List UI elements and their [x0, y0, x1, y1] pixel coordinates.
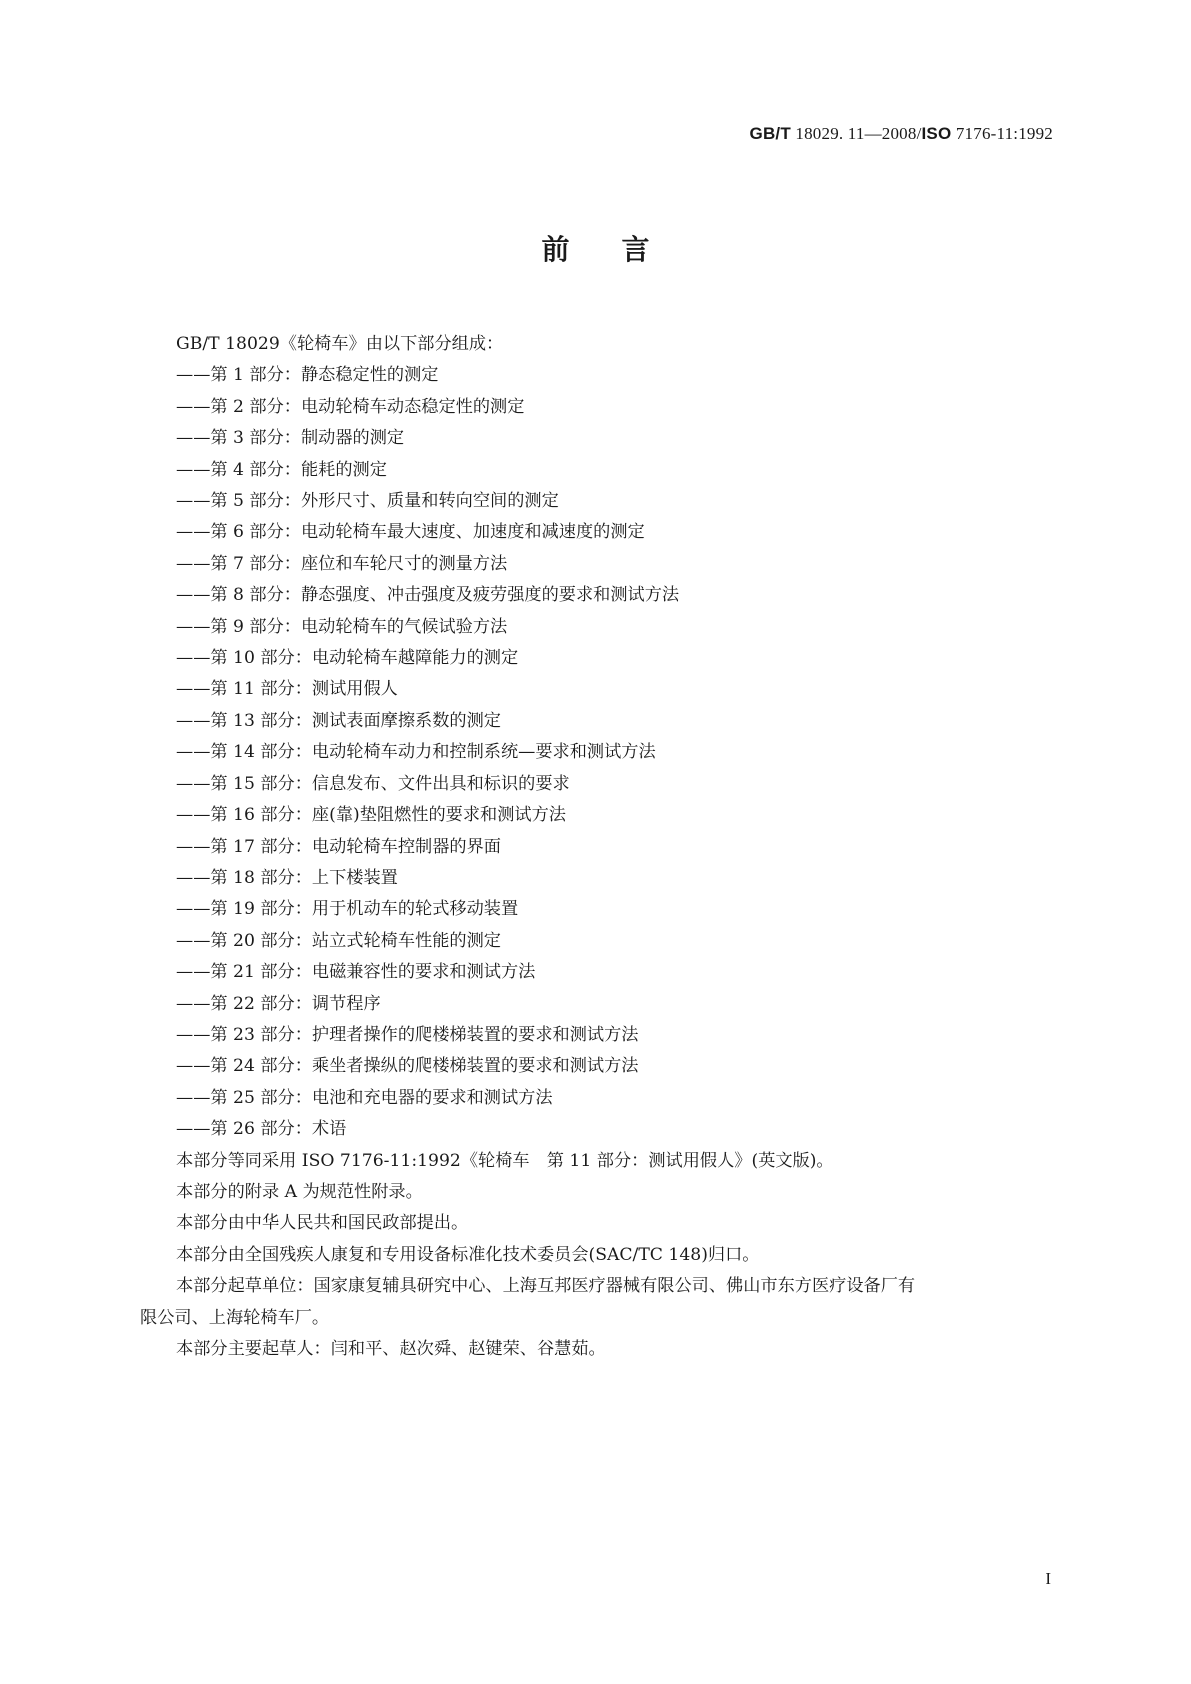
- part-list-item: ——第 13 部分：测试表面摩擦系数的测定: [176, 710, 501, 731]
- drafting-units-line-2: 限公司、上海轮椅车厂。: [140, 1307, 330, 1328]
- part-list-item: ——第 16 部分：座(靠)垫阻燃性的要求和测试方法: [176, 805, 566, 826]
- standard-code-iso: ISO: [921, 124, 952, 143]
- drafting-units-line-1: 本部分起草单位：国家康复辅具研究中心、上海互邦医疗器械有限公司、佛山市东方医疗设备厂有: [176, 1276, 916, 1297]
- part-list-item: ——第 10 部分：电动轮椅车越障能力的测定: [176, 648, 519, 669]
- part-list-item: ——第 4 部分：能耗的测定: [176, 459, 387, 480]
- adoption-statement: 本部分等同采用 ISO 7176-11:1992《轮椅车 第 11 部分：测试用假人》(英文版)。: [176, 1150, 834, 1171]
- part-list-item: ——第 26 部分：术语: [176, 1119, 347, 1140]
- part-list-item: ——第 24 部分：乘坐者操纵的爬楼梯装置的要求和测试方法: [176, 1056, 639, 1077]
- part-list-item: ——第 20 部分：站立式轮椅车性能的测定: [176, 930, 501, 951]
- page-title: 前言: [541, 233, 702, 266]
- part-list-item: ——第 6 部分：电动轮椅车最大速度、加速度和减速度的测定: [176, 522, 645, 543]
- part-list-item: ——第 7 部分：座位和车轮尺寸的测量方法: [176, 553, 508, 574]
- part-list-item: ——第 17 部分：电动轮椅车控制器的界面: [176, 836, 501, 857]
- page-number: I: [1045, 1569, 1051, 1588]
- standard-code-gbt: GB/T: [749, 124, 791, 143]
- part-list-item: ——第 8 部分：静态强度、冲击强度及疲劳强度的要求和测试方法: [176, 585, 680, 606]
- standard-code-iso-number: 7176-11:1992: [951, 124, 1053, 143]
- standard-code-number: 18029. 11—2008/: [790, 124, 922, 143]
- standard-code-header: [750, 124, 1053, 144]
- part-list-item: ——第 19 部分：用于机动车的轮式移动装置: [176, 899, 519, 920]
- part-list-item: ——第 14 部分：电动轮椅车动力和控制系统—要求和测试方法: [176, 742, 656, 763]
- annex-statement: 本部分的附录 A 为规范性附录。: [176, 1181, 423, 1202]
- drafters-statement: 本部分主要起草人：闫和平、赵次舜、赵键荣、谷慧茹。: [176, 1339, 606, 1359]
- intro-paragraph: GB/T 18029《轮椅车》由以下部分组成：: [176, 334, 504, 354]
- part-list-item: ——第 11 部分：测试用假人: [176, 679, 398, 700]
- part-list-item: ——第 22 部分：调节程序: [176, 993, 381, 1014]
- part-list-item: ——第 1 部分：静态稳定性的测定: [176, 365, 439, 386]
- part-list-item: ——第 5 部分：外形尺寸、质量和转向空间的测定: [176, 491, 559, 512]
- centralized-by-statement: 本部分由全国残疾人康复和专用设备标准化技术委员会(SAC/TC 148)归口。: [176, 1244, 760, 1265]
- part-list-item: ——第 15 部分：信息发布、文件出具和标识的要求: [176, 773, 570, 794]
- part-list-item: ——第 2 部分：电动轮椅车动态稳定性的测定: [176, 396, 525, 417]
- parts-list: [176, 360, 1058, 1145]
- part-list-item: ——第 21 部分：电磁兼容性的要求和测试方法: [176, 962, 536, 983]
- part-list-item: ——第 18 部分：上下楼装置: [176, 867, 398, 888]
- part-list-item: ——第 9 部分：电动轮椅车的气候试验方法: [176, 616, 508, 637]
- foreword-body: [140, 329, 1058, 1365]
- part-list-item: ——第 3 部分：制动器的测定: [176, 428, 405, 449]
- proposed-by-statement: 本部分由中华人民共和国民政部提出。: [176, 1213, 469, 1234]
- part-list-item: ——第 25 部分：电池和充电器的要求和测试方法: [176, 1087, 553, 1108]
- part-list-item: ——第 23 部分：护理者操作的爬楼梯装置的要求和测试方法: [176, 1024, 639, 1045]
